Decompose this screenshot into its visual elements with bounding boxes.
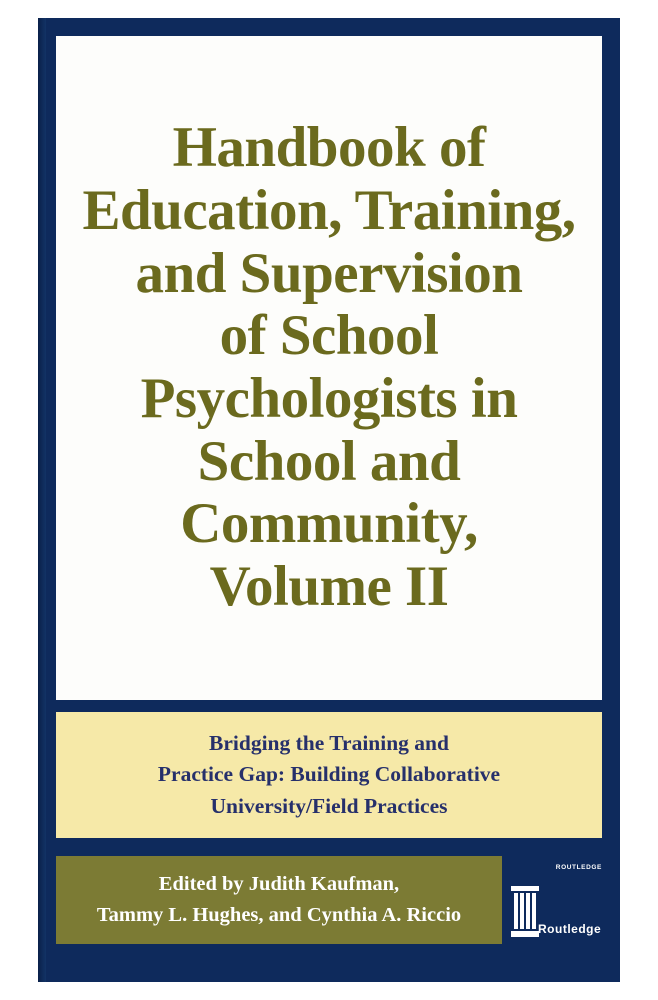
subtitle-panel bbox=[56, 712, 602, 838]
spine-edge bbox=[38, 18, 46, 982]
book-title bbox=[82, 117, 575, 619]
routledge-logo-box bbox=[508, 862, 604, 944]
subtitle-line: Practice Gap: Building Collaborative bbox=[157, 762, 501, 787]
title-line: Handbook of bbox=[172, 116, 486, 180]
title-line: School and bbox=[197, 429, 461, 493]
title-line: Psychologists in bbox=[140, 367, 518, 430]
book-subtitle bbox=[158, 728, 500, 822]
publisher-logo bbox=[508, 858, 604, 946]
title-line: and Supervision bbox=[135, 241, 523, 305]
subtitle-line: Bridging the Training and bbox=[209, 731, 449, 756]
routledge-column-icon bbox=[510, 884, 540, 940]
book-editors bbox=[97, 869, 461, 931]
title-line: Community, bbox=[180, 492, 478, 556]
subtitle-line: University/Field Practices bbox=[210, 793, 448, 818]
title-panel bbox=[56, 36, 602, 700]
title-line: Volume II bbox=[209, 555, 449, 619]
publisher-wordmark: Routledge bbox=[538, 922, 602, 936]
title-line: Education, Training, bbox=[82, 178, 576, 242]
publisher-name: ROUTLEDGE bbox=[555, 864, 602, 871]
title-line: of School bbox=[219, 304, 439, 368]
editors-panel bbox=[56, 856, 502, 944]
editors-line: Tammy L. Hughes, and Cynthia A. Riccio bbox=[96, 904, 462, 926]
editors-line: Edited by Judith Kaufman, bbox=[158, 873, 400, 896]
